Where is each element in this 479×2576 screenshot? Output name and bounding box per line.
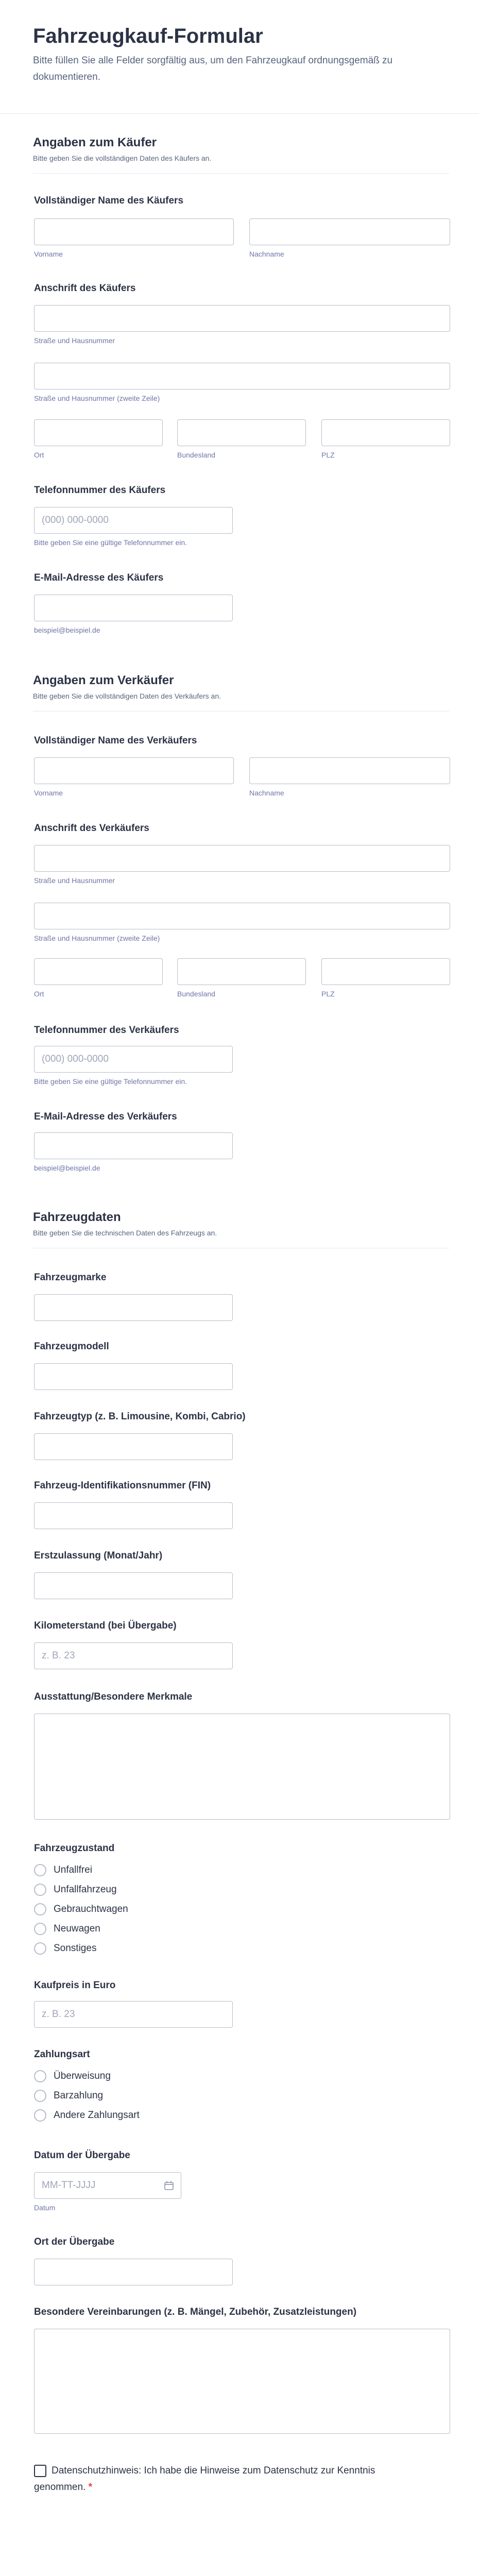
required-asterisk: * xyxy=(88,2482,93,2493)
seller-phone-label: Telefonnummer des Verkäufers xyxy=(34,1025,179,1036)
vehicle-brand-label: Fahrzeugmarke xyxy=(34,1272,107,1283)
vehicle-brand-input[interactable] xyxy=(34,1294,233,1321)
seller-address-label: Anschrift des Verkäufers xyxy=(34,823,149,834)
vehicle-features-label: Ausstattung/Besondere Merkmale xyxy=(34,1691,193,1702)
buyer-last-name-sublabel: Nachname xyxy=(249,250,284,258)
radio-label: Unfallfrei xyxy=(54,1865,92,1875)
seller-first-name-input[interactable] xyxy=(34,757,234,784)
radio-button[interactable] xyxy=(34,1942,46,1955)
radio-button[interactable] xyxy=(34,1884,46,1896)
buyer-street2-sublabel: Straße und Hausnummer (zweite Zeile) xyxy=(34,394,160,402)
vehicle-vin-label: Fahrzeug-Identifikationsnummer (FIN) xyxy=(34,1480,211,1491)
vehicle-condition-label: Fahrzeugzustand xyxy=(34,1843,115,1854)
vehicle-features-textarea[interactable] xyxy=(34,1714,450,1820)
radio-label: Gebrauchtwagen xyxy=(54,1904,128,1914)
agreements-label: Besondere Vereinbarungen (z. B. Mängel, Zubehör, Zusatzleistungen) xyxy=(34,2307,357,2317)
seller-street2-sublabel: Straße und Hausnummer (zweite Zeile) xyxy=(34,934,160,942)
radio-label: Unfallfahrzeug xyxy=(54,1884,117,1895)
buyer-last-name-input[interactable] xyxy=(249,218,450,245)
radio-button[interactable] xyxy=(34,2090,46,2102)
radio-label: Überweisung xyxy=(54,2071,111,2081)
page-title: Fahrzeugkauf-Formular xyxy=(33,25,263,47)
seller-phone-input[interactable] xyxy=(34,1046,233,1073)
radio-button[interactable] xyxy=(34,1864,46,1876)
buyer-email-input[interactable] xyxy=(34,595,233,621)
vehicle-mileage-label: Kilometerstand (bei Übergabe) xyxy=(34,1620,177,1631)
handover-date-label: Datum der Übergabe xyxy=(34,2150,130,2161)
buyer-street2-input[interactable] xyxy=(34,363,450,389)
privacy-text-block xyxy=(34,2463,389,2496)
buyer-city-input[interactable] xyxy=(34,419,163,446)
buyer-section-title: Angaben zum Käufer xyxy=(33,135,157,149)
buyer-name-label: Vollständiger Name des Käufers xyxy=(34,195,184,206)
condition-option[interactable] xyxy=(34,1921,100,1937)
radio-button[interactable] xyxy=(34,2070,46,2082)
vehicle-model-label: Fahrzeugmodell xyxy=(34,1341,109,1352)
seller-email-label: E-Mail-Adresse des Verkäufers xyxy=(34,1111,177,1122)
seller-email-sublabel: beispiel@beispiel.de xyxy=(34,1164,100,1172)
seller-last-name-sublabel: Nachname xyxy=(249,789,284,797)
vehicle-type-label: Fahrzeugtyp (z. B. Limousine, Kombi, Cabrio) xyxy=(34,1411,246,1422)
vehicle-price-input[interactable] xyxy=(34,2001,233,2028)
buyer-street-input[interactable] xyxy=(34,305,450,332)
handover-place-input[interactable] xyxy=(34,2259,233,2285)
payment-option[interactable] xyxy=(34,2068,111,2084)
buyer-first-name-input[interactable] xyxy=(34,218,234,245)
seller-state-sublabel: Bundesland xyxy=(177,990,215,998)
buyer-phone-label: Telefonnummer des Käufers xyxy=(34,485,166,496)
seller-street-sublabel: Straße und Hausnummer xyxy=(34,876,115,885)
radio-label: Andere Zahlungsart xyxy=(54,2110,140,2121)
calendar-icon[interactable] xyxy=(163,2179,175,2192)
seller-city-sublabel: Ort xyxy=(34,990,44,998)
seller-email-input[interactable] xyxy=(34,1132,233,1159)
seller-street-input[interactable] xyxy=(34,845,450,872)
vehicle-type-input[interactable] xyxy=(34,1433,233,1460)
radio-button[interactable] xyxy=(34,1903,46,1916)
vehicle-registration-label: Erstzulassung (Monat/Jahr) xyxy=(34,1550,163,1561)
seller-street2-input[interactable] xyxy=(34,903,450,929)
handover-place-label: Ort der Übergabe xyxy=(34,2236,115,2247)
buyer-section-divider xyxy=(33,173,449,174)
vehicle-registration-input[interactable] xyxy=(34,1572,233,1599)
condition-option[interactable] xyxy=(34,1882,117,1898)
seller-first-name-sublabel: Vorname xyxy=(34,789,63,797)
page-subtitle: Bitte füllen Sie alle Felder sorgfältig aus, um den Fahrzeugkauf ordnungsgemäß zu dokumentieren. xyxy=(33,55,393,82)
buyer-section-subtitle: Bitte geben Sie die vollständigen Daten des Käufers an. xyxy=(33,154,212,162)
payment-option[interactable] xyxy=(34,2107,140,2124)
buyer-zip-sublabel: PLZ xyxy=(321,451,335,459)
seller-zip-input[interactable] xyxy=(321,958,450,985)
seller-section-title: Angaben zum Verkäufer xyxy=(33,673,174,687)
agreements-textarea[interactable] xyxy=(34,2329,450,2434)
seller-state-input[interactable] xyxy=(177,958,306,985)
vehicle-price-label: Kaufpreis in Euro xyxy=(34,1980,116,1991)
seller-section-subtitle: Bitte geben Sie die vollständigen Daten des Verkäufers an. xyxy=(33,692,221,700)
buyer-address-label: Anschrift des Käufers xyxy=(34,283,136,294)
radio-button[interactable] xyxy=(34,1923,46,1935)
radio-label: Sonstiges xyxy=(54,1943,97,1954)
vehicle-vin-input[interactable] xyxy=(34,1502,233,1529)
buyer-state-sublabel: Bundesland xyxy=(177,451,215,459)
vehicle-section-title: Fahrzeugdaten xyxy=(33,1210,121,1224)
buyer-email-label: E-Mail-Adresse des Käufers xyxy=(34,572,164,583)
seller-name-label: Vollständiger Name des Verkäufers xyxy=(34,735,197,746)
buyer-street-sublabel: Straße und Hausnummer xyxy=(34,336,115,345)
buyer-email-sublabel: beispiel@beispiel.de xyxy=(34,626,100,634)
seller-phone-sublabel: Bitte geben Sie eine gültige Telefonnummer ein. xyxy=(34,1077,187,1086)
seller-zip-sublabel: PLZ xyxy=(321,990,335,998)
payment-option[interactable] xyxy=(34,2088,103,2104)
buyer-city-sublabel: Ort xyxy=(34,451,44,459)
radio-label: Neuwagen xyxy=(54,1923,100,1934)
seller-city-input[interactable] xyxy=(34,958,163,985)
header-divider xyxy=(0,113,479,114)
privacy-text: Datenschutzhinweis: Ich habe die Hinweise zum Datenschutz zur Kenntnis genommen. xyxy=(34,2465,375,2493)
payment-label: Zahlungsart xyxy=(34,2049,90,2060)
vehicle-mileage-input[interactable] xyxy=(34,1642,233,1669)
vehicle-model-input[interactable] xyxy=(34,1363,233,1390)
radio-label: Barzahlung xyxy=(54,2090,104,2101)
condition-option[interactable] xyxy=(34,1862,92,1878)
buyer-first-name-sublabel: Vorname xyxy=(34,250,63,258)
vehicle-section-subtitle: Bitte geben Sie die technischen Daten des Fahrzeugs an. xyxy=(33,1229,217,1237)
handover-date-sublabel: Datum xyxy=(34,2204,56,2212)
condition-option[interactable] xyxy=(34,1940,96,1957)
buyer-phone-input[interactable] xyxy=(34,507,233,534)
handover-date-input[interactable] xyxy=(34,2172,181,2199)
buyer-zip-input[interactable] xyxy=(321,419,450,446)
seller-last-name-input[interactable] xyxy=(249,757,450,784)
condition-option[interactable] xyxy=(34,1901,128,1918)
radio-button[interactable] xyxy=(34,2109,46,2122)
buyer-state-input[interactable] xyxy=(177,419,306,446)
buyer-phone-sublabel: Bitte geben Sie eine gültige Telefonnummer ein. xyxy=(34,538,187,547)
